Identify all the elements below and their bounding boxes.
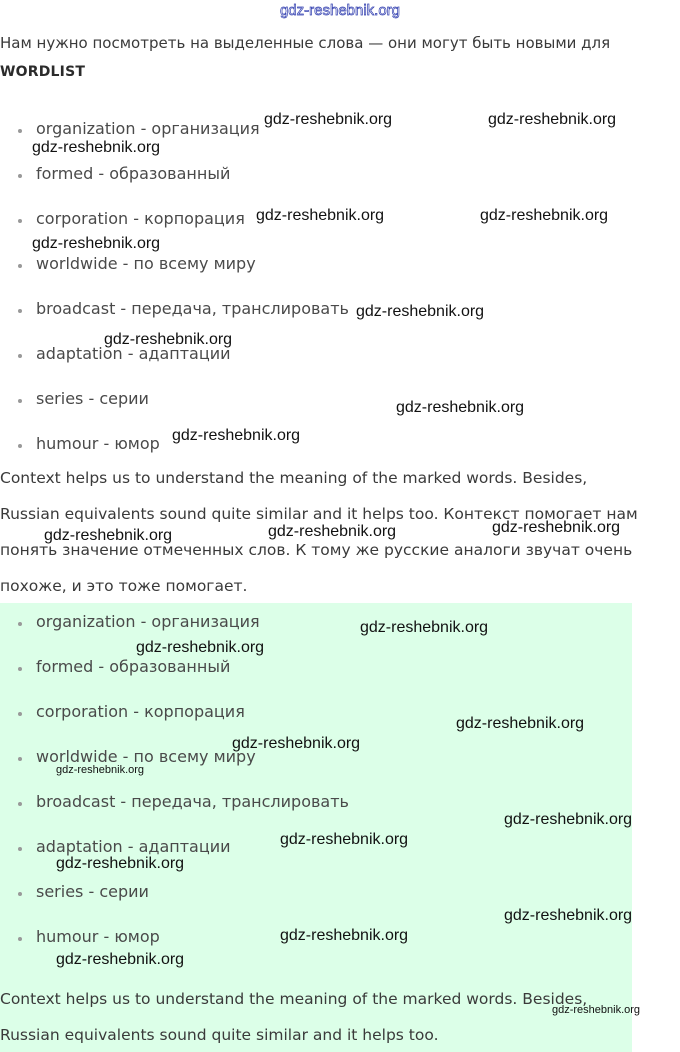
watermark: gdz-reshebnik.org [256, 207, 385, 224]
watermark: gdz-reshebnik.org [488, 111, 617, 128]
bullet-icon [18, 667, 22, 671]
watermark: gdz-reshebnik.org [492, 519, 621, 536]
bullet-icon [18, 219, 22, 223]
wordlist-heading: WORDLIST [0, 64, 86, 80]
bullet-icon [18, 174, 22, 178]
watermark: gdz-reshebnik.org [136, 639, 265, 656]
intro-text: Нам нужно посмотреть на выделенные слова — они могут быть новыми для [0, 34, 611, 52]
watermark: gdz-reshebnik.org [56, 855, 185, 872]
watermark: gdz-reshebnik.org [268, 523, 397, 540]
watermark: gdz-reshebnik.org [280, 927, 409, 944]
bullet-icon [18, 892, 22, 896]
bullet-icon [18, 129, 22, 133]
bullet-icon [18, 757, 22, 761]
watermark: gdz-reshebnik.org [32, 235, 161, 252]
bullet-icon [18, 399, 22, 403]
watermark: gdz-reshebnik.org [104, 331, 233, 348]
paragraph-2-line-1: Context helps us to understand the meaning of the marked words. Besides, [0, 990, 588, 1008]
watermark: gdz-reshebnik.org [264, 111, 393, 128]
watermark: gdz-reshebnik.org [172, 427, 301, 444]
watermark: gdz-reshebnik.org [504, 907, 633, 924]
watermark: gdz-reshebnik.org [480, 207, 609, 224]
bullet-icon [18, 622, 22, 626]
top-watermark: gdz-reshebnik.org [279, 2, 401, 19]
watermark: gdz-reshebnik.org [32, 139, 161, 156]
watermark: gdz-reshebnik.org [56, 951, 185, 968]
bullet-icon [18, 309, 22, 313]
paragraph-1-line-4: похоже, и это тоже помогает. [0, 577, 248, 595]
watermark: gdz-reshebnik.org [360, 619, 489, 636]
bullet-icon [18, 444, 22, 448]
paragraph-1-line-1: Context helps us to understand the meaning of the marked words. Besides, [0, 469, 588, 487]
bullet-icon [18, 802, 22, 806]
paragraph-1-line-3: понять значение отмеченных слов. К тому же русские аналоги звучат очень [0, 541, 633, 559]
watermark: gdz-reshebnik.org [232, 735, 361, 752]
watermark: gdz-reshebnik.org [504, 811, 633, 828]
watermark: gdz-reshebnik.org [280, 831, 409, 848]
watermark: gdz-reshebnik.org [552, 1004, 641, 1016]
watermark: gdz-reshebnik.org [44, 527, 173, 544]
paragraph-1-line-2: Russian equivalents sound quite similar and it helps too. Контекст помогает нам [0, 505, 638, 523]
bullet-icon [18, 937, 22, 941]
paragraph-2-line-2: Russian equivalents sound quite similar and it helps too. [0, 1026, 439, 1044]
watermark: gdz-reshebnik.org [356, 303, 485, 320]
bullet-icon [18, 354, 22, 358]
bullet-icon [18, 712, 22, 716]
bullet-icon [18, 847, 22, 851]
watermark: gdz-reshebnik.org [396, 399, 525, 416]
watermark: gdz-reshebnik.org [56, 764, 145, 776]
bullet-icon [18, 264, 22, 268]
watermark: gdz-reshebnik.org [456, 715, 585, 732]
